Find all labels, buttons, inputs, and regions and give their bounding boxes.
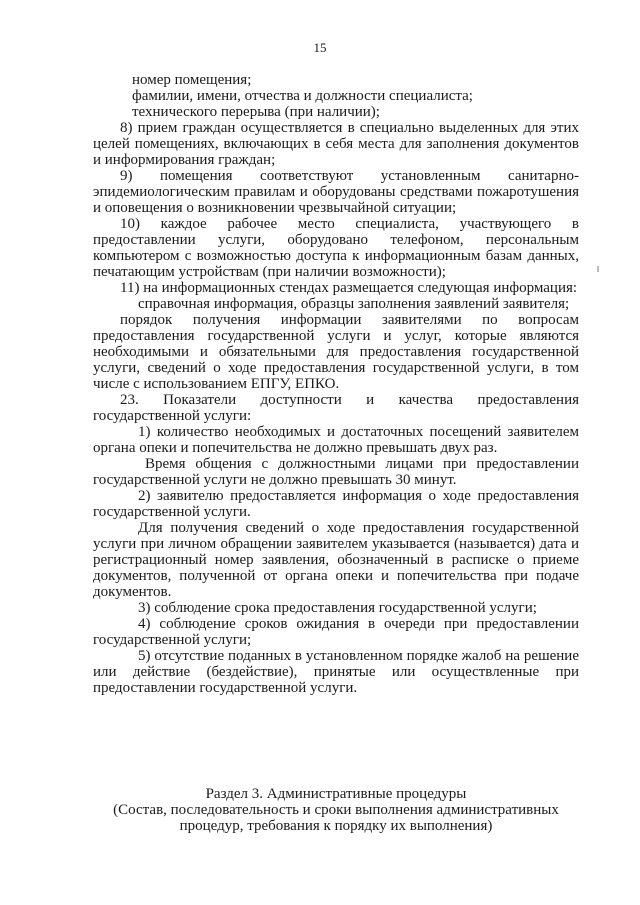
section-subtitle-line-2: процедур, требования к порядку их выполнения) [179, 818, 493, 834]
section-title: Раздел 3. Административные процедуры [205, 786, 467, 802]
paragraph-item-23-1-time: Время общения с должностными лицами при предоставлении государственной услуги не должно превышать 30 минут. [93, 456, 579, 488]
paragraph-item-23-2-info: Для получения сведений о ходе предоставления государственной услуги при личном обращении заявителем указывается (называется) дата и регистрационный номер заявления, обозначенный в расписке о приеме документов, полученной от органа опеки и попечительства при подаче документов. [93, 520, 579, 600]
document-body [93, 72, 579, 696]
page-number: 15 [313, 40, 327, 55]
paragraph-item-11: 11) на информационных стендах размещается следующая информация: [120, 280, 578, 296]
section-heading [93, 786, 579, 834]
paragraph-item-23-2: 2) заявителю предоставляется информация о ходе предоставления государственной услуги. [93, 488, 579, 520]
paragraph-line-3: технического перерыва (при наличии); [132, 104, 380, 120]
paragraph-item-23-3: 3) соблюдение срока предоставления государственной услуги; [138, 600, 537, 616]
paragraph-line-1: номер помещения; [132, 72, 252, 88]
paragraph-line-2: фамилии, имени, отчества и должности специалиста; [132, 88, 473, 104]
paragraph-item-8: 8) прием граждан осуществляется в специально выделенных для этих целей помещениях, включающих в себя места для заполнения документов и информирования граждан; [93, 120, 579, 168]
margin-mark [597, 266, 599, 272]
paragraph-item-11-reference: справочная информация, образцы заполнения заявлений заявителя; [138, 296, 570, 312]
paragraph-item-10: 10) каждое рабочее место специалиста, участвующего в предоставлении услуги, оборудовано телефоном, персональным компьютером с возможностью доступа к информационным базам данных, печатающим устройствам (при наличии возможности); [93, 216, 579, 280]
paragraph-item-9: 9) помещения соответствуют установленным санитарно-эпидемиологическим правилам и оборудованы средствами пожаротушения и оповещения о возникновении чрезвычайной ситуации; [93, 168, 579, 216]
paragraph-item-11-procedure: порядок получения информации заявителями по вопросам предоставления государственной услуги и услуг, которые являются необходимыми и обязательными для предоставления государственной услуги, сведений о ходе предоставления государственной услуги, в том числе с использованием ЕПГУ, ЕПКО. [93, 312, 579, 392]
paragraph-item-23-1: 1) количество необходимых и достаточных посещений заявителем органа опеки и попечительства не должно превышать двух раз. [93, 424, 579, 456]
section-subtitle-line-1: (Состав, последовательность и сроки выполнения административных [113, 802, 559, 818]
paragraph-item-23-5: 5) отсутствие поданных в установленном порядке жалоб на решение или действие (бездействие), принятые или осуществленные при предоставлении государственной услуги. [93, 648, 579, 696]
paragraph-item-23: 23. Показатели доступности и качества предоставления государственной услуги: [93, 392, 579, 424]
paragraph-item-23-4: 4) соблюдение сроков ожидания в очереди при предоставлении государственной услуги; [93, 616, 579, 648]
